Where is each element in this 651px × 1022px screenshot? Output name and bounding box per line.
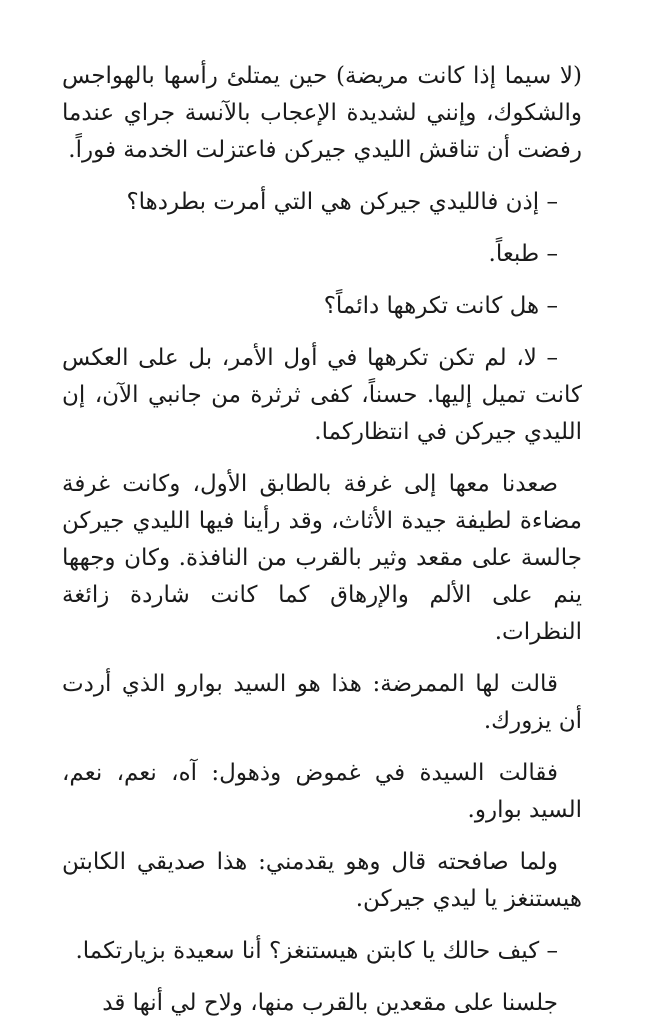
paragraph: جلسنا على مقعدين بالقرب منها، ولاح لي أنها قد: [102, 990, 558, 1016]
dialogue-line: – إذن فالليدي جيركن هي التي أمرت بطردها؟: [126, 189, 558, 215]
book-page: [62, 58, 582, 1022]
paragraph: صعدنا معها إلى غرفة بالطابق الأول، وكانت غرفة مضاءة لطيفة جيدة الأثاث، وقد رأينا فيها الليدي جيركن جالسة على مقعد وثير بالقرب من النافذة. وكان وجهها ينم على الألم والإرهاق كما كانت شاردة زائغة النظرات.: [62, 471, 582, 645]
dialogue-line: – طبعاً.: [488, 241, 558, 267]
paragraph-continuation: (لا سيما إذا كانت مريضة) حين يمتلئ رأسها بالهواجس والشكوك، وإنني لشديدة الإعجاب بالآنسة جراي عندما رفضت أن تناقش الليدي جيركن فاعتزلت الخدمة فوراً.: [62, 63, 582, 163]
paragraph: ولما صافحته قال وهو يقدمني: هذا صديقي الكابتن هيستنغز يا ليدي جيركن.: [62, 849, 582, 912]
dialogue-line: – لا، لم تكن تكرهها في أول الأمر، بل على العكس كانت تميل إليها. حسناً، كفى ثرثرة من جانبي الآن، إن الليدي جيركن في انتظاركما.: [62, 345, 582, 445]
dialogue-line: – كيف حالك يا كابتن هيستنغز؟ أنا سعيدة بزيارتكما.: [75, 938, 558, 964]
paragraph: قالت لها الممرضة: هذا هو السيد بوارو الذي أردت أن يزورك.: [62, 671, 582, 734]
dialogue-line: – هل كانت تكرهها دائماً؟: [323, 293, 558, 319]
paragraph: فقالت السيدة في غموض وذهول: آه، نعم، نعم، السيد بوارو.: [62, 760, 582, 823]
